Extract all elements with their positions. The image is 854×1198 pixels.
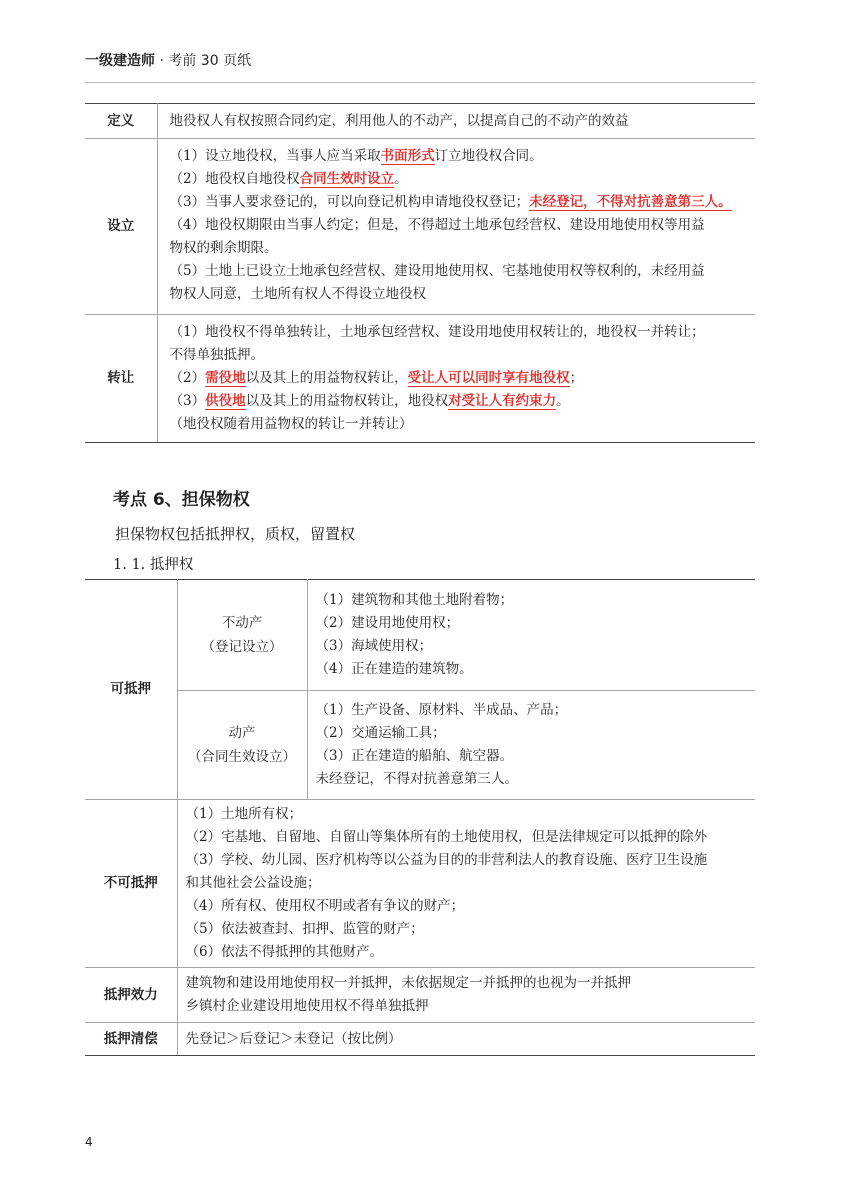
establish-line-4a: （4）地役权期限由当事人约定；但是，不得超过土地承包经营权、建设用地使用权等用益: [169, 217, 705, 233]
text-span: 。: [394, 171, 408, 187]
establish-line-1: [170, 145, 748, 168]
immovable-label: 不动产: [221, 615, 263, 631]
row-label-mortgageable: 可抵押: [85, 580, 177, 800]
list-item: （2）交通运输工具；: [315, 725, 446, 741]
table-row: [85, 315, 755, 443]
highlight-text: 对受让人有约束力: [448, 393, 557, 409]
list-item: （2）建设用地使用权；: [315, 615, 460, 631]
table-row: [85, 1023, 755, 1056]
list-item: （6）依法不得抵押的其他财产。: [185, 944, 384, 960]
section-subhead: 1. 1. 抵押权: [113, 557, 194, 573]
effect-line-2: 乡镇村企业建设用地使用权不得单独抵押: [185, 998, 429, 1014]
definition-text: [157, 104, 755, 139]
list-item: （1）生产设备、原材料、半成品、产品；: [315, 702, 568, 718]
transfer-line-2: [170, 367, 748, 390]
header-brand: 一级建造师: [85, 53, 155, 69]
header-subtitle: 考前 30 页纸: [168, 53, 252, 69]
header-separator: ·: [159, 53, 164, 69]
list-item: （1）土地所有权；: [185, 806, 303, 822]
transfer-line-3: [170, 390, 748, 413]
text-span: （3）当事人要求登记的，可以向登记机构申请地役权登记；: [169, 194, 530, 210]
section-intro: 担保物权包括抵押权，质权，留置权: [115, 525, 356, 543]
text-span: 订立地役权合同。: [434, 148, 543, 164]
row-label-establish: 设立: [85, 139, 157, 315]
movable-sublabel: （合同生效设立）: [188, 749, 296, 765]
text-span: 。: [556, 393, 570, 409]
row-label-not-mortgageable: 不可抵押: [85, 800, 177, 968]
effect-line-1: 建筑物和建设用地使用权一并抵押，未依据规定一并抵押的也视为一并抵押: [185, 975, 631, 991]
list-item: （4）所有权、使用权不明或者有争议的财产；: [185, 898, 465, 914]
highlight-text: 合同生效时设立: [299, 171, 395, 187]
table-row: [85, 968, 755, 1023]
text-span: 以及其上的用益物权转让，: [245, 370, 408, 386]
establish-line-5b: 物权人同意，土地所有权人不得设立地役权: [169, 286, 426, 302]
text-span: （2）: [169, 370, 206, 386]
text-span: （2）地役权自地役权: [169, 171, 300, 187]
list-item: （2）宅基地、自留地、自留山等集体所有的土地使用权，但是法律规定可以抵押的除外: [185, 829, 708, 845]
movable-label: 动产: [228, 725, 256, 741]
establish-content: [157, 139, 755, 315]
section-title: 考点 6、担保物权: [113, 490, 250, 510]
list-item: （1）建筑物和其他土地附着物；: [315, 592, 514, 608]
immovable-label-cell: [177, 580, 307, 691]
immovable-items: [307, 580, 755, 691]
list-item: （3）正在建造的船舶、航空器。: [315, 748, 514, 764]
transfer-line-1a: （1）地役权不得单独转让，土地承包经营权、建设用地使用权转让的，地役权一并转让；: [169, 324, 705, 340]
movable-items: [307, 691, 755, 800]
row-label-transfer: 转让: [85, 315, 157, 443]
table-row: [85, 800, 755, 968]
not-mortgageable-items: [177, 800, 755, 968]
table-row: [85, 580, 755, 691]
text-span: ；: [569, 370, 584, 386]
highlight-text: 受让人可以同时享有地役权: [407, 370, 570, 386]
mortgage-table: [85, 579, 755, 1056]
transfer-content: [157, 315, 755, 443]
establish-line-2: [170, 168, 748, 191]
transfer-line-1b: 不得单独抵押。: [169, 347, 264, 363]
establish-line-3: [170, 191, 748, 214]
highlight-text: 未经登记，不得对抗善意第三人。: [529, 194, 732, 210]
highlight-text: 供役地: [205, 393, 246, 409]
repayment-content: [177, 1023, 755, 1056]
text-span: 以及其上的用益物权转让，地役权: [245, 393, 449, 409]
establish-line-5a: （5）土地上已设立土地承包经营权、建设用地使用权、宅基地使用权等权利的，未经用益: [169, 263, 705, 279]
page-number: 4: [85, 1135, 93, 1149]
list-item: （4）正在建造的建筑物。: [315, 661, 473, 677]
easement-table: [85, 103, 755, 443]
text-span: （1）设立地役权，当事人应当采取: [169, 148, 381, 164]
list-item: （5）依法被查封、扣押、监管的财产；: [185, 921, 424, 937]
list-item: 未经登记，不得对抗善意第三人。: [315, 771, 518, 787]
header-divider: [85, 82, 755, 83]
effect-content: [177, 968, 755, 1023]
repayment-line: 先登记＞后登记＞未登记（按比例）: [185, 1030, 402, 1047]
movable-label-cell: [177, 691, 307, 800]
definition-line: 地役权人有权按照合同约定，利用他人的不动产，以提高自己的不动产的效益: [169, 112, 629, 129]
highlight-text: 需役地: [205, 370, 246, 386]
establish-line-4b: 物权的剩余期限。: [169, 240, 278, 256]
transfer-line-4: （地役权随着用益物权的转让一并转让）: [169, 416, 413, 432]
table-row: [85, 691, 755, 800]
highlight-text: 书面形式: [380, 148, 435, 164]
running-header: [85, 50, 251, 70]
table-row: [85, 104, 755, 139]
list-item: （3）学校、幼儿园、医疗机构等以公益为目的的非营利法人的教育设施、医疗卫生设施: [185, 852, 708, 868]
row-label-repayment: 抵押清偿: [85, 1023, 177, 1056]
table-row: [85, 139, 755, 315]
row-label-effect: 抵押效力: [85, 968, 177, 1023]
list-item: （3）海域使用权；: [315, 638, 433, 654]
row-label-definition: 定义: [85, 104, 157, 139]
immovable-sublabel: （登记设立）: [201, 639, 283, 655]
text-span: （3）: [169, 393, 206, 409]
list-item: 和其他社会公益设施；: [185, 875, 321, 891]
